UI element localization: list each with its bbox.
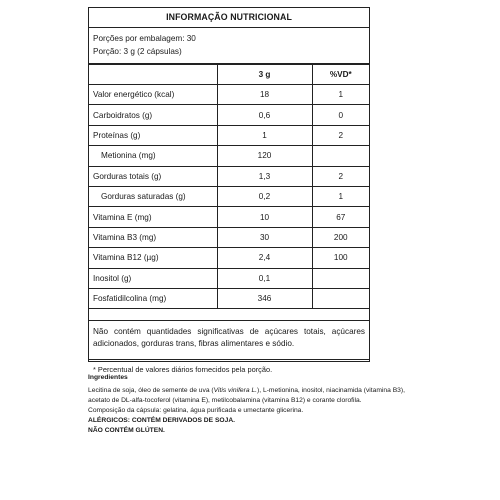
nutrient-quantity: 346 [217,288,312,308]
nutrition-facts-panel [88,7,370,375]
nutrient-name: Inositol (g) [89,268,217,288]
ingredients-heading: Ingredientes [88,374,128,381]
nutrient-name: Gorduras totais (g) [89,166,217,186]
table-row [89,288,369,308]
ingredients-section [88,373,418,436]
capsule-composition: Composição da cápsula: gelatina, água purificada e umectante glicerina. [88,407,304,414]
nutrient-daily-value [312,146,369,166]
nutrient-quantity: 1 [217,125,312,145]
nutrient-name: Valor energético (kcal) [89,85,217,105]
nutrient-quantity: 18 [217,85,312,105]
nutrition-notes: Não contém quantidades significativas de açúcares totais, açúcares adicionados, gorduras trans, fibras alimentares e sódio. [89,320,369,354]
servings-per-package: Porções por embalagem: 30 [93,34,196,43]
spacer [89,309,369,320]
table-row [89,105,369,125]
table-row [89,166,369,186]
table-row [89,186,369,206]
header-quantity: 3 g [217,65,312,85]
serving-info [89,28,369,64]
nutrient-quantity: 0,1 [217,268,312,288]
nutrient-name: Fosfatidilcolina (mg) [89,288,217,308]
nutrient-quantity: 30 [217,227,312,247]
nutrient-quantity: 10 [217,207,312,227]
header-daily-value: %VD* [312,65,369,85]
nutrient-daily-value: 2 [312,125,369,145]
nutrient-daily-value [312,288,369,308]
header-nutrient [89,65,217,85]
table-row [89,227,369,247]
nutrient-name: Proteínas (g) [89,125,217,145]
table-row [89,85,369,105]
nutrient-name: Gorduras saturadas (g) [89,186,217,206]
nutrient-name: Vitamina E (mg) [89,207,217,227]
nutrient-quantity: 120 [217,146,312,166]
table-row [89,248,369,268]
nutrient-quantity: 2,4 [217,248,312,268]
nutrient-daily-value: 100 [312,248,369,268]
panel-title: INFORMAÇÃO NUTRICIONAL [89,8,369,28]
nutrient-daily-value: 1 [312,186,369,206]
daily-value-footnote: * Percentual de valores diários fornecidos pela porção. [89,359,369,379]
table-row [89,268,369,288]
table-header-row [89,65,369,85]
serving-size: Porção: 3 g (2 cápsulas) [93,47,182,56]
nutrient-daily-value [312,268,369,288]
ingredients-species: Vitis vinifera L. [213,387,258,394]
gluten-warning: NÃO CONTÉM GLÚTEN. [88,427,165,434]
table-row [89,146,369,166]
nutrient-name: Metionina (mg) [89,146,217,166]
allergens-warning: ALÉRGICOS: CONTÉM DERIVADOS DE SOJA. [88,417,236,424]
nutrient-daily-value: 200 [312,227,369,247]
nutrient-daily-value: 2 [312,166,369,186]
table-row [89,125,369,145]
nutrient-daily-value: 1 [312,85,369,105]
nutrient-name: Vitamina B12 (µg) [89,248,217,268]
nutrient-name: Vitamina B3 (mg) [89,227,217,247]
nutrient-daily-value: 0 [312,105,369,125]
nutrient-quantity: 1,3 [217,166,312,186]
ingredients-text-rest: ), L-metionina, inositol, niacinamida (vitamina B3), acetato de DL-alfa-tocoferol (vitamina E), metilcobalamina (vitamina B12) e corante clorofila. [88,387,405,404]
ingredients-list [88,386,418,406]
nutrient-daily-value: 67 [312,207,369,227]
nutrient-quantity: 0,2 [217,186,312,206]
nutrient-name: Carboidratos (g) [89,105,217,125]
ingredients-text: Lecitina de soja, óleo de semente de uva ( [88,387,214,394]
table-row [89,207,369,227]
nutrient-quantity: 0,6 [217,105,312,125]
nutrition-table [89,64,369,309]
